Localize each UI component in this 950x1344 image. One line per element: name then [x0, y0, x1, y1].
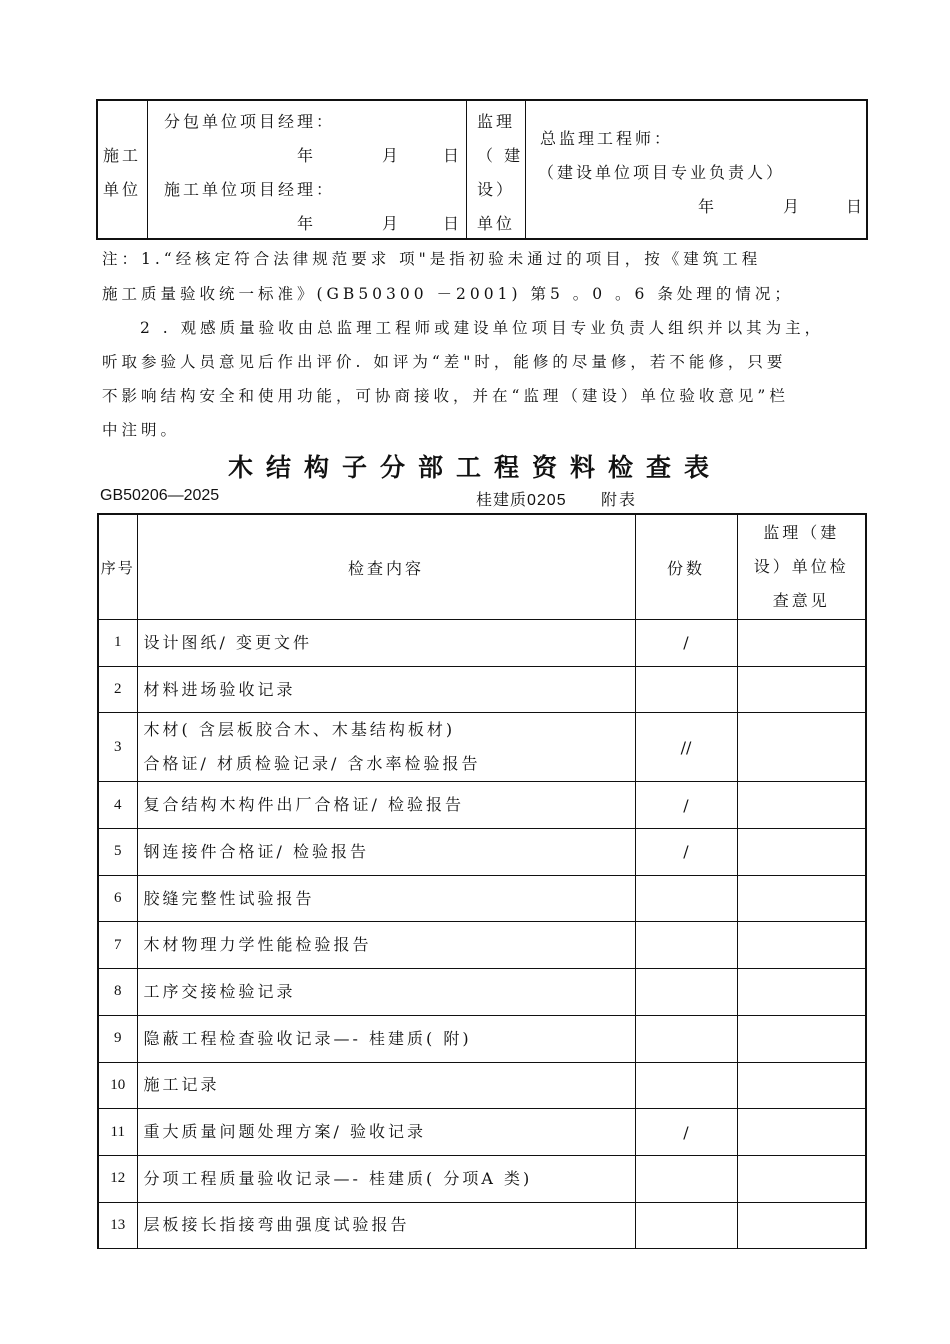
- row-copies: /: [635, 782, 737, 829]
- appendix-label: 附表: [601, 492, 638, 509]
- row-content: [137, 829, 635, 876]
- row-copies: /: [635, 829, 737, 876]
- row-content-line: 设计图纸/ 变更文件: [143, 632, 312, 652]
- row-opinion: [737, 875, 866, 922]
- header-opinion-line: 查意见: [772, 591, 830, 610]
- table-header-row: [98, 514, 866, 620]
- row-opinion: [737, 1155, 866, 1202]
- chief-supervisor-label: 总监理工程师：: [540, 129, 674, 148]
- table-row: [98, 1015, 866, 1062]
- row-number: 12: [98, 1155, 137, 1202]
- row-opinion: [737, 666, 866, 713]
- row-number: 11: [98, 1109, 137, 1156]
- row-opinion: [737, 1015, 866, 1062]
- table-row: [98, 782, 866, 829]
- checklist-body: [98, 514, 866, 1249]
- row-content: [137, 713, 635, 782]
- supervisor-label: 设）: [477, 180, 516, 199]
- header-content: 检查内容: [137, 514, 635, 620]
- row-opinion: [737, 713, 866, 782]
- date-year: 年: [698, 197, 718, 216]
- row-number: 13: [98, 1202, 137, 1249]
- row-content: [137, 782, 635, 829]
- row-copies: /: [635, 1109, 737, 1156]
- row-content-line: 重大质量问题处理方案/ 验收记录: [143, 1122, 426, 1142]
- signoff-divider: [525, 101, 526, 238]
- row-number: 3: [98, 713, 137, 782]
- signoff-divider: [466, 101, 467, 238]
- contractor-label: 单位: [103, 180, 142, 199]
- date-month: 月: [382, 214, 402, 233]
- contractor-manager-label: 施工单位项目经理：: [164, 180, 336, 199]
- row-content-line: 复合结构木构件出厂合格证/ 检验报告: [143, 795, 464, 815]
- signoff-divider: [147, 101, 148, 238]
- table-row: [98, 1155, 866, 1202]
- row-content: [137, 1062, 635, 1109]
- table-row: [98, 875, 866, 922]
- header-no: 序号: [98, 514, 137, 620]
- row-copies: [635, 666, 737, 713]
- header-opinion-line: 监理（建: [763, 523, 840, 542]
- row-copies: [635, 969, 737, 1016]
- signoff-table: [96, 99, 868, 240]
- note-line: 听取参验人员意见后作出评价. 如评为“差"时，能修的尽量修，若不能修，只要: [102, 353, 787, 371]
- date-year: 年: [297, 214, 317, 233]
- table-row: [98, 1109, 866, 1156]
- row-opinion: [737, 1062, 866, 1109]
- supervisor-label: （ 建: [477, 146, 524, 165]
- row-number: 9: [98, 1015, 137, 1062]
- row-content-line: 木材物理力学性能检验报告: [143, 935, 372, 955]
- row-content-line: 钢连接件合格证/ 检验报告: [143, 841, 369, 861]
- row-content: [137, 1155, 635, 1202]
- row-opinion: [737, 922, 866, 969]
- table-row: [98, 829, 866, 876]
- row-content-line: 分项工程质量验收记录—- 桂建质( 分项A 类): [143, 1168, 533, 1188]
- row-number: 10: [98, 1062, 137, 1109]
- subcontract-manager-label: 分包单位项目经理：: [164, 112, 336, 131]
- note-line: 注：1.“经核定符合法律规范要求 项"是指初验未通过的项目，按《建筑工程: [102, 250, 762, 268]
- header-copies: 份数: [635, 514, 737, 620]
- note-line: 2 . 观感质量验收由总监理工程师或建设单位项目专业负责人组织并以其为主，: [140, 319, 825, 337]
- row-number: 2: [98, 666, 137, 713]
- row-copies: //: [635, 713, 737, 782]
- row-content: [137, 969, 635, 1016]
- date-month: 月: [783, 197, 803, 216]
- table-row: [98, 922, 866, 969]
- row-number: 7: [98, 922, 137, 969]
- owner-representative-label: （建设单位项目专业负责人）: [538, 163, 786, 182]
- row-copies: [635, 1155, 737, 1202]
- row-number: 5: [98, 829, 137, 876]
- row-copies: [635, 1062, 737, 1109]
- row-copies: [635, 1202, 737, 1249]
- row-content-line: 木材( 含层板胶合木、木基结构板材): [143, 720, 456, 740]
- row-content: [137, 875, 635, 922]
- date-day: 日: [846, 197, 866, 216]
- row-content-line: 胶缝完整性试验报告: [143, 888, 315, 908]
- row-opinion: [737, 829, 866, 876]
- supervisor-label: 单位: [477, 214, 516, 233]
- note-line: 施工质量验收统一标准》(GB50300 －2001) 第5 。0 。6 条处理的情况；: [102, 285, 794, 303]
- date-year: 年: [297, 146, 317, 165]
- table-row: [98, 1062, 866, 1109]
- note-line: 不影响结构安全和使用功能，可协商接收，并在“监理（建设）单位验收意见”栏: [102, 387, 789, 405]
- row-content: [137, 1109, 635, 1156]
- table-row: [98, 713, 866, 782]
- row-content-line: 施工记录: [143, 1075, 220, 1095]
- row-opinion: [737, 1109, 866, 1156]
- row-copies: [635, 1015, 737, 1062]
- date-day: 日: [443, 146, 463, 165]
- date-month: 月: [382, 146, 402, 165]
- table-row: [98, 1202, 866, 1249]
- row-number: 1: [98, 620, 137, 667]
- row-content-line: 工序交接检验记录: [143, 981, 296, 1001]
- row-copies: /: [635, 620, 737, 667]
- row-copies: [635, 875, 737, 922]
- row-content: [137, 620, 635, 667]
- checklist-table: [97, 513, 867, 1249]
- row-opinion: [737, 1202, 866, 1249]
- page-title: 木结构子分部工程资料检查表: [227, 453, 722, 482]
- contractor-label: 施工: [103, 146, 142, 165]
- form-code: 桂建质0205: [476, 492, 567, 509]
- row-content: [137, 666, 635, 713]
- row-number: 6: [98, 875, 137, 922]
- note-line: 中注明。: [102, 421, 181, 439]
- row-content-line: 材料进场验收记录: [143, 679, 296, 699]
- table-row: [98, 666, 866, 713]
- row-number: 4: [98, 782, 137, 829]
- supervisor-label: 监理: [477, 112, 516, 131]
- table-row: [98, 620, 866, 667]
- row-content-line: 隐蔽工程检查验收记录—- 桂建质( 附): [143, 1028, 472, 1048]
- row-number: 8: [98, 969, 137, 1016]
- header-opinion: [737, 514, 866, 620]
- row-content: [137, 1015, 635, 1062]
- header-opinion-line: 设）单位检: [753, 557, 849, 576]
- row-opinion: [737, 620, 866, 667]
- standard-code: GB50206—2025: [100, 487, 220, 504]
- date-day: 日: [443, 214, 463, 233]
- row-opinion: [737, 782, 866, 829]
- row-copies: [635, 922, 737, 969]
- table-row: [98, 969, 866, 1016]
- row-content: [137, 1202, 635, 1249]
- row-opinion: [737, 969, 866, 1016]
- row-content-line: 合格证/ 材质检验记录/ 含水率检验报告: [143, 754, 481, 774]
- row-content-line: 层板接长指接弯曲强度试验报告: [143, 1215, 410, 1235]
- row-content: [137, 922, 635, 969]
